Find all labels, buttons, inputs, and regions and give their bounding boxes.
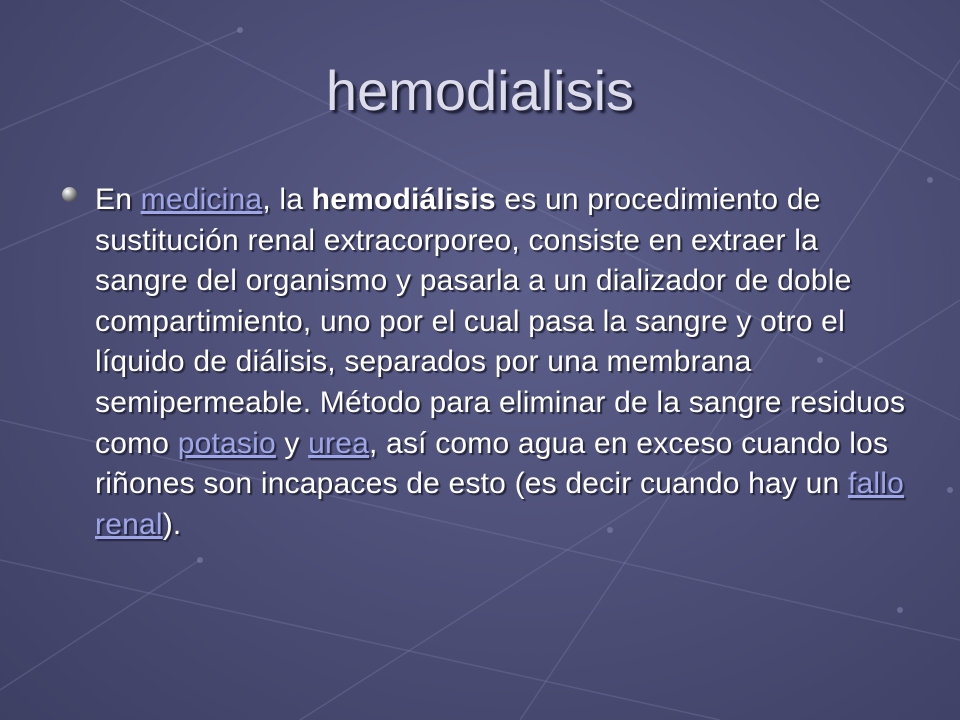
text-segment: es un procedimiento de sustitución renal extracorporeo, consiste en extraer la sangre del organismo y pasarla a un dializador de doble compartimiento, uno por el cual pasa la sangre y otro el líquido de diálisis, separados por una membrana semipermeable. Método para eliminar de la sangre residuos [95,183,906,419]
bullet-item [62,180,922,545]
link-potasio[interactable]: potasio [177,426,276,460]
text-segment: ). [162,507,182,541]
sphere-bullet-icon [62,187,77,202]
text-segment: En [95,183,141,216]
link-fallo-renal[interactable]: fallo renal [95,467,904,541]
text-segment: y [275,426,309,460]
slide-title: hemodialisis [325,59,635,122]
link-medicina[interactable]: medicina [140,183,263,216]
bold-term-hemodialisis: hemodiálisis [311,183,496,216]
text-segment: , así como agua en exceso cuando los riñones son incapaces de esto (es decir cuando hay un [95,426,889,501]
text-segment: , la [262,183,312,216]
bullet-text [95,180,915,545]
text-segment: como [95,426,178,460]
link-urea[interactable]: urea [308,426,369,460]
